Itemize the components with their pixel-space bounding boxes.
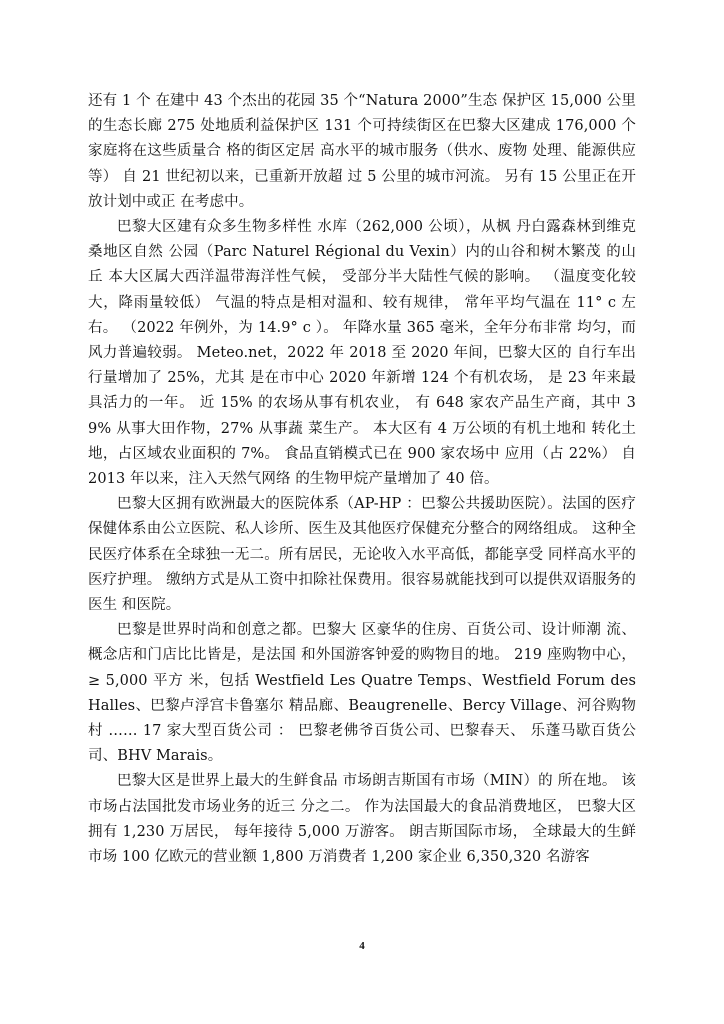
document-body bbox=[88, 89, 636, 870]
paragraph-biodiversity-climate-agriculture: 巴黎大区建有众多生物多样性 水库（262,000 公顷），从枫 丹白露森林到维克桑地区自然 公园（Parc Naturel Régional du Vexin）内的山谷和树木繁茂 的山丘 本大区属大西洋温带海洋性气候， 受部分半大陆性气候的影响。 （温度变化较大，降雨量较低） 气温的特点是相对温和、较有规律， 常年平均气温在 11° c 左右。 （2022 年例外，为 14.9° c ）。 年降水量 365 毫米，全年分布非常 均匀，而风力普遍较弱。 Meteo.net，2022 年 2018 至 2020 年间，巴黎大区的 自行车出行量增加了 25%，尤其 是在市中心 2020 年新增 124 个有机农场， 是 23 年来最具活力的一年。 近 15% 的农场从事有机农业， 有 648 家农产品生产商，其中 39% 从事大田作物，27% 从事蔬 菜生产。 本大区有 4 万公顷的有机土地和 转化土地，占区域农业面积的 7%。 食品直销模式已在 900 家农场中 应用（占 22%） 自 2013 年以来，注入天然气网络 的生物甲烷产量增加了 40 倍。 bbox=[88, 219, 636, 488]
paragraph-healthcare: 巴黎大区拥有欧洲最大的医院体系（AP-HP ：巴黎公共援助医院）。法国的医疗 保健体系由公立医院、私人诊所、医生及其他医疗保健充分整合的网络组成。 这种全民医疗体系在全球独一无二。所有居民，无论收入水平高低，都能享受 同样高水平的医疗护理。 缴纳方式是从工资中扣除社保费用。很容易就能找到可以提供双语服务的医生 和医院。 bbox=[88, 496, 636, 614]
paragraph-shopping: 巴黎是世界时尚和创意之都。巴黎大 区豪华的住房、百货公司、设计师潮 流、概念店和门店比比皆是，是法国 和外国游客钟爱的购物目的地。 219 座购物中心，≥ 5,000 平方 米，包括 Westfield Les Quatre Temps、Westfield Forum des Halles、巴黎卢浮宫卡鲁塞尔 精品廊、Beaugrenelle、Bercy Village、河谷购物村 …… 17 家大型百货公司 ： 巴黎老佛爷百货公司、巴黎春天、 乐蓬马歇百货公司、BHV Marais。 bbox=[88, 622, 636, 765]
page-number: 4 bbox=[359, 940, 365, 952]
paragraph-green-infrastructure: 还有 1 个 在建中 43 个杰出的花园 35 个“Natura 2000”生态 保护区 15,000 公里的生态长廊 275 处地质利益保护区 131 个可持续街区在巴黎大区建成 176,000 个家庭将在这些质量合 格的街区定居 高水平的城市服务（供水、废物 处理、能源供应等） 自 21 世纪初以来，已重新开放超 过 5 公里的城市河流。 另有 15 公里正在开放计划中或正 在考虑中。 bbox=[88, 93, 636, 210]
paragraph-fresh-food-market: 巴黎大区是世界上最大的生鲜食品 市场朗吉斯国有市场（MIN）的 所在地。 该市场占法国批发市场业务的近三 分之二。 作为法国最大的食品消费地区， 巴黎大区拥有 1,230 万居民， 每年接待 5,000 万游客。 朗吉斯国际市场， 全球最大的生鲜市场 100 亿欧元的营业额 1,800 万消费者 1,200 家企业 6,350,320 名游客 bbox=[88, 773, 636, 866]
